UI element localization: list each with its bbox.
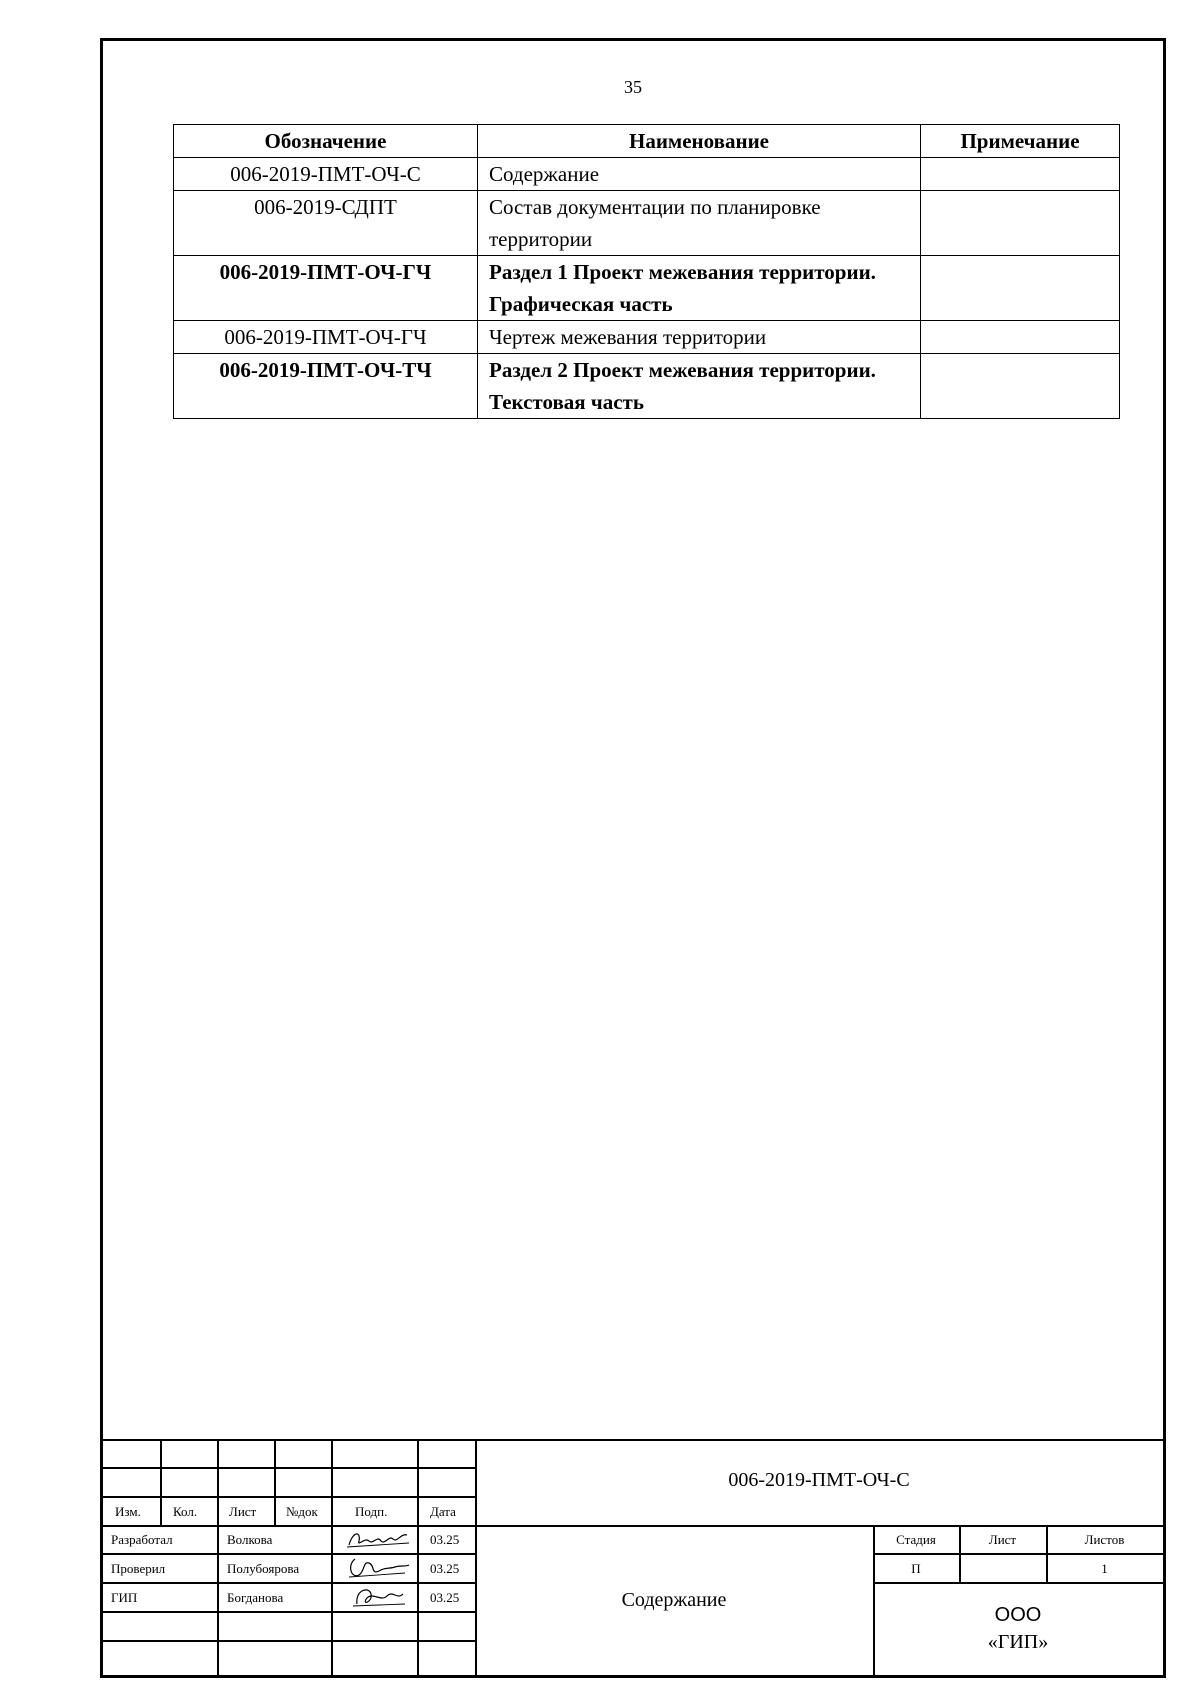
stamp-sheets-label: Листов (1084, 1532, 1125, 1547)
row-name: Содержание (478, 158, 921, 191)
table-header-row (174, 125, 1120, 158)
stamp-person: Полубоярова (227, 1561, 300, 1576)
row-name: Раздел 2 Проект межевания территории. Текстовая часть (478, 354, 921, 419)
stamp-header-ndok: №док (286, 1504, 318, 1519)
page-number: 35 (624, 77, 642, 97)
title-block (103, 1439, 1163, 1675)
row-note (921, 354, 1120, 419)
stamp-sheets-value: 1 (1101, 1561, 1108, 1576)
stamp-date: 03.25 (430, 1561, 460, 1576)
stamp-header-kol: Кол. (173, 1504, 198, 1519)
row-note (921, 321, 1120, 354)
header-name: Наименование (478, 125, 921, 158)
stamp-date: 03.25 (430, 1590, 460, 1605)
table-row (174, 321, 1120, 354)
row-code: 006-2019-ПМТ-ОЧ-ГЧ (174, 256, 478, 321)
row-code: 006-2019-ПМТ-ОЧ-ГЧ (174, 321, 478, 354)
stamp-document-title: Содержание (621, 1589, 727, 1611)
row-name: Состав документации по планировке территории (478, 191, 921, 256)
stamp-header-list: Лист (229, 1504, 257, 1519)
stamp-sheet-label: Лист (988, 1532, 1017, 1547)
stamp-header-izm: Изм. (115, 1504, 141, 1519)
contents-table (173, 124, 1120, 419)
row-code: 006-2019-СДПТ (174, 191, 478, 256)
stamp-date: 03.25 (430, 1532, 460, 1547)
header-note: Примечание (921, 125, 1120, 158)
row-note (921, 256, 1120, 321)
signature-image (347, 1584, 411, 1612)
stamp-stage-value: П (911, 1561, 921, 1576)
row-name: Раздел 1 Проект межевания территории. Графическая часть (478, 256, 921, 321)
table-row (174, 191, 1120, 256)
signature-image (341, 1555, 413, 1583)
stamp-org-line1: ООО (994, 1604, 1042, 1626)
stamp-person: Волкова (227, 1532, 273, 1547)
row-note (921, 158, 1120, 191)
table-row (174, 256, 1120, 321)
table-row (174, 158, 1120, 191)
header-designation: Обозначение (174, 125, 478, 158)
stamp-person: Богданова (227, 1590, 284, 1605)
stamp-document-code: 006-2019-ПМТ-ОЧ-С (728, 1469, 910, 1491)
row-code: 006-2019-ПМТ-ОЧ-ТЧ (174, 354, 478, 419)
row-note (921, 191, 1120, 256)
row-name: Чертеж межевания территории (478, 321, 921, 354)
stamp-role: Проверил (111, 1561, 166, 1576)
stamp-role: ГИП (111, 1590, 138, 1605)
stamp-org-line2: «ГИП» (987, 1631, 1049, 1653)
signature-image (343, 1527, 413, 1553)
row-code: 006-2019-ПМТ-ОЧ-С (174, 158, 478, 191)
stamp-stage-label: Стадия (896, 1532, 936, 1547)
drawing-frame (100, 38, 1166, 1678)
table-row (174, 354, 1120, 419)
stamp-header-podp: Подп. (355, 1504, 388, 1519)
stamp-header-data: Дата (430, 1504, 456, 1519)
stamp-role: Разработал (111, 1532, 173, 1547)
